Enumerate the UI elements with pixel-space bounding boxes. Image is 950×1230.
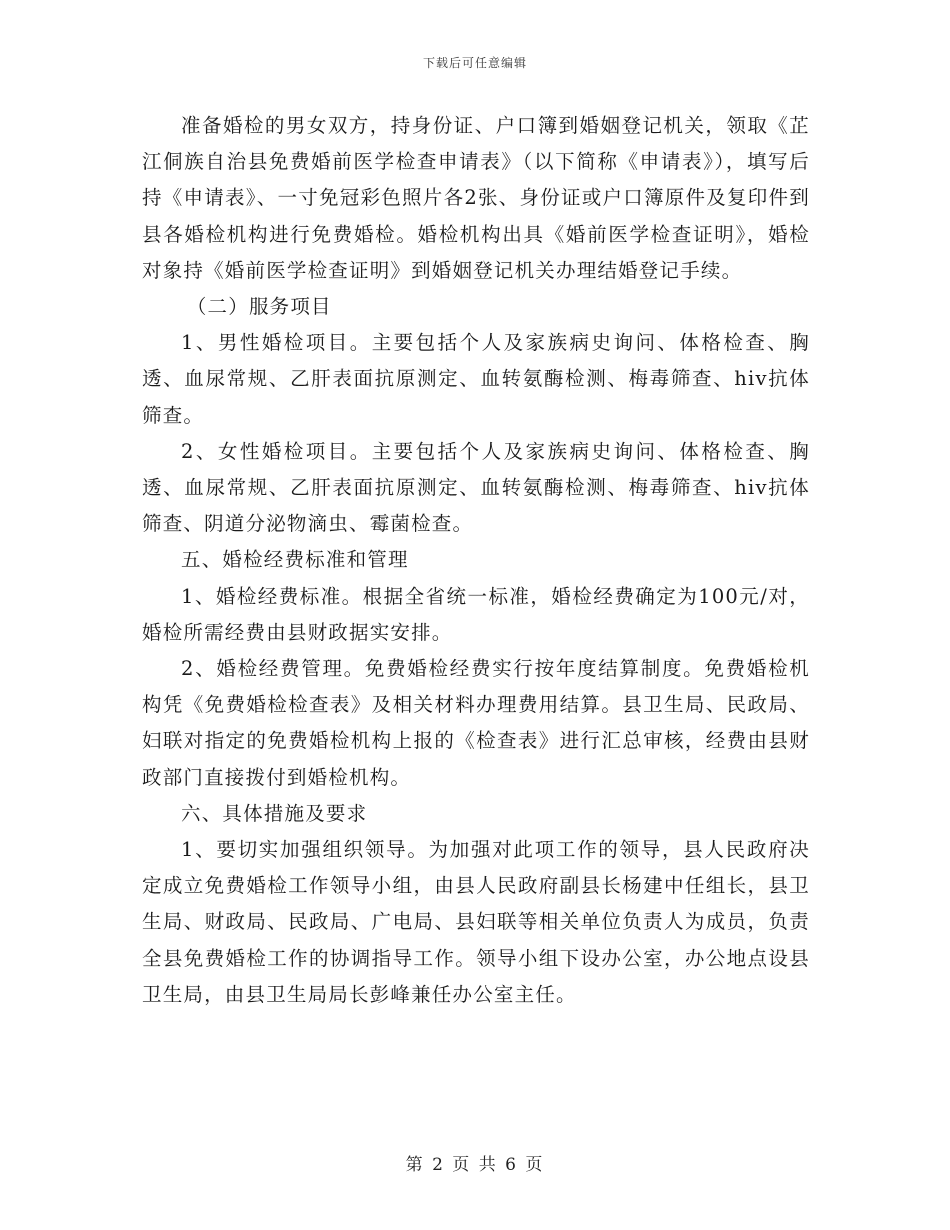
section-heading-measures: 六、具体措施及要求 <box>181 801 368 825</box>
section-heading-funding: 五、婚检经费标准和管理 <box>181 548 409 572</box>
header-note: 下载后可任意编辑 <box>422 56 527 70</box>
paragraph-organization-leadership: 1、要切实加强组织领导。为加强对此项工作的领导，县人民政府决定成立免费婚检工作领导小组，由县人民政府副县长杨建中任组长，县卫生局、财政局、民政局、广电局、县妇联等相关单位负责人为成员，负责全县免费婚检工作的协调指导工作。领导小组下设办公室，办公地点设县卫生局，由县卫生局局长彭峰兼任办公室主任。 <box>142 838 810 1006</box>
paragraph-male-exam-items: 1、男性婚检项目。主要包括个人及家族病史询问、体格检查、胸透、血尿常规、乙肝表面抗原测定、血转氨酶检测、梅毒筛查、hiv抗体筛查。 <box>142 331 810 427</box>
page-number-footer: 第 2 页 共 6 页 <box>405 1155 545 1175</box>
paragraph-application-procedure: 准备婚检的男女双方，持身份证、户口簿到婚姻登记机关，领取《芷江侗族自治县免费婚前医学检查申请表》（以下简称《申请表》），填写后持《申请表》、一寸免冠彩色照片各2张、身份证或户口簿原件及复印件到县各婚检机构进行免费婚检。婚检机构出具《婚前医学检查证明》，婚检对象持《婚前医学检查证明》到婚姻登记机关办理结婚登记手续。 <box>142 114 810 282</box>
section-heading-service-items: （二）服务项目 <box>186 295 332 319</box>
paragraph-funding-management: 2、婚检经费管理。免费婚检经费实行按年度结算制度。免费婚检机构凭《免费婚检检查表》及相关材料办理费用结算。县卫生局、民政局、妇联对指定的免费婚检机构上报的《检查表》进行汇总审核，经费由县财政部门直接拨付到婚检机构。 <box>142 657 810 789</box>
paragraph-funding-standard: 1、婚检经费标准。根据全省统一标准，婚检经费确定为100元/对，婚检所需经费由县财政据实安排。 <box>142 584 810 644</box>
document-body <box>142 108 810 1013</box>
paragraph-female-exam-items: 2、女性婚检项目。主要包括个人及家族病史询问、体格检查、胸透、血尿常规、乙肝表面抗原测定、血转氨酶检测、梅毒筛查、hiv抗体筛查、阴道分泌物滴虫、霉菌检查。 <box>142 439 810 536</box>
